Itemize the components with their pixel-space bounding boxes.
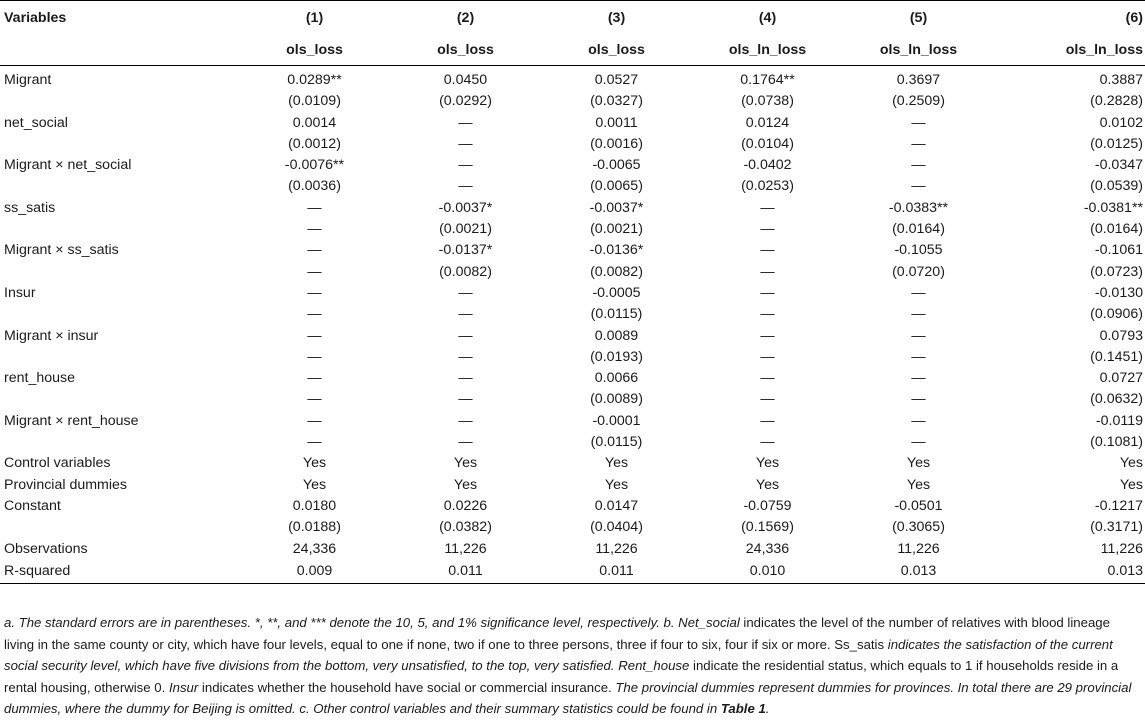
cell-col-6: 0.0727: [1099, 370, 1143, 387]
cell-col-6: (0.1451): [1090, 348, 1143, 365]
cell-col-5: (0.0720): [892, 263, 945, 280]
cell-col-6: 0.0793: [1099, 327, 1143, 344]
cell-col-2: (0.0292): [439, 93, 492, 110]
cell-col-1: 0.0180: [292, 497, 337, 514]
table-row: [0, 347, 1145, 368]
cell-col-6: (0.0723): [1090, 263, 1143, 280]
cell-col-2: —: [458, 114, 473, 131]
col-model-3: ols_loss: [541, 35, 692, 66]
row-label: ss_satis: [4, 199, 56, 216]
row-label: net_social: [4, 114, 68, 131]
cell-col-4: —: [760, 199, 775, 216]
cell-col-1: (0.0109): [288, 93, 341, 110]
cell-col-6: (0.0632): [1090, 391, 1143, 408]
cell-col-3: (0.0115): [590, 434, 643, 451]
col-number-6: (6): [994, 1, 1145, 36]
cell-col-5: —: [911, 306, 926, 323]
cell-col-2: —: [458, 348, 473, 365]
cell-col-5: —: [911, 114, 926, 131]
cell-col-3: 0.0527: [594, 72, 639, 88]
table-row: [0, 66, 1145, 92]
cell-col-4: —: [760, 327, 775, 344]
cell-col-1: -0.0076**: [284, 157, 345, 174]
row-label: Migrant × rent_house: [4, 412, 139, 429]
cell-col-4: —: [760, 370, 775, 387]
cell-col-5: 0.3697: [896, 72, 941, 88]
cell-col-6: (0.0906): [1090, 306, 1143, 323]
cell-col-5: 11,226: [897, 540, 940, 557]
cell-col-6: (0.0164): [1090, 221, 1143, 238]
cell-col-1: —: [307, 263, 322, 280]
cell-col-1: —: [307, 412, 322, 429]
cell-col-2: —: [458, 327, 473, 344]
col-number-4: (4): [692, 1, 843, 36]
cell-col-3: Yes: [604, 455, 629, 472]
cell-col-6: -0.1061: [1094, 242, 1143, 259]
cell-col-3: (0.0193): [590, 348, 643, 365]
table-body: [0, 66, 1145, 584]
cell-col-4: —: [760, 284, 775, 301]
cell-col-4: —: [760, 391, 775, 408]
cell-col-5: —: [911, 370, 926, 387]
table-row: [0, 368, 1145, 389]
table-row: [0, 219, 1145, 240]
cell-col-2: —: [458, 178, 473, 195]
cell-col-1: 0.0289**: [287, 72, 342, 88]
row-label: Observations: [4, 540, 88, 557]
row-label: Migrant × insur: [4, 327, 99, 344]
cell-col-1: 0.0014: [292, 114, 337, 131]
row-label: Migrant: [4, 72, 52, 88]
row-label: [0, 432, 239, 453]
cell-col-4: —: [760, 412, 775, 429]
cell-col-6: (0.0539): [1090, 178, 1143, 195]
cell-col-3: (0.0089): [590, 391, 643, 408]
cell-col-2: 0.0226: [443, 497, 488, 514]
cell-col-6: Yes: [1119, 455, 1143, 472]
cell-col-5: —: [911, 391, 926, 408]
cell-col-5: (0.2509): [892, 93, 945, 110]
row-label: [0, 517, 239, 538]
row-label: Control variables: [4, 455, 111, 472]
cell-col-1: —: [307, 434, 322, 451]
header-row-models: [0, 35, 1145, 66]
col-model-6: ols_ln_loss: [994, 35, 1145, 66]
table-row: [0, 560, 1145, 584]
table-row: [0, 176, 1145, 197]
cell-col-1: (0.0188): [288, 519, 341, 536]
cell-col-5: —: [911, 157, 926, 174]
cell-col-1: 24,336: [292, 540, 337, 557]
table-footnote: [4, 612, 1142, 720]
table-row: [0, 496, 1145, 517]
cell-col-5: -0.1055: [894, 242, 943, 259]
cell-col-6: (0.3171): [1090, 519, 1143, 536]
cell-col-2: —: [458, 412, 473, 429]
cell-col-6: (0.1081): [1090, 434, 1143, 451]
cell-col-3: 0.0147: [594, 497, 639, 514]
cell-col-4: -0.0759: [743, 497, 792, 514]
cell-col-6: 0.013: [994, 560, 1145, 584]
cell-col-4: 0.0124: [745, 114, 790, 131]
cell-col-2: —: [458, 284, 473, 301]
cell-col-1: —: [307, 370, 322, 387]
row-label: [0, 91, 239, 112]
cell-col-6: -0.0130: [1094, 284, 1143, 301]
cell-col-2: —: [458, 391, 473, 408]
footnote-table-reference: Table 1: [720, 701, 766, 717]
cell-col-4: (0.1569): [741, 519, 794, 536]
row-label: Migrant × ss_satis: [4, 242, 119, 259]
cell-col-4: 0.010: [692, 560, 843, 584]
cell-col-1: 0.009: [239, 560, 390, 584]
cell-col-4: —: [760, 221, 775, 238]
cell-col-2: 0.011: [390, 560, 541, 584]
table-row: [0, 155, 1145, 176]
footnote-end: .: [765, 701, 770, 717]
cell-col-1: —: [307, 348, 322, 365]
cell-col-3: (0.0404): [590, 519, 643, 536]
cell-col-5: (0.3065): [892, 519, 945, 536]
cell-col-6: (0.2828): [1090, 93, 1143, 110]
header-blank-cell: [0, 35, 239, 66]
table-row: [0, 475, 1145, 496]
cell-col-6: -0.0347: [1094, 157, 1143, 174]
col-number-1: (1): [239, 1, 390, 36]
cell-col-4: Yes: [755, 455, 780, 472]
cell-col-6: Yes: [1119, 476, 1143, 493]
row-label: [0, 219, 239, 240]
col-model-1: ols_loss: [239, 35, 390, 66]
cell-col-5: —: [911, 327, 926, 344]
table-row: [0, 262, 1145, 283]
row-label: R-squared: [0, 560, 239, 584]
cell-col-2: (0.0382): [439, 519, 492, 536]
cell-col-5: (0.0164): [892, 221, 945, 238]
footnote-part-3: indicates the satisfaction of the current social security level, which have five divisions from the bottom, very unsatisfied, to the top, very satisfied.: [4, 636, 1113, 674]
cell-col-1: Yes: [302, 455, 327, 472]
row-label: [0, 304, 239, 325]
cell-col-6: 0.0102: [1099, 114, 1143, 131]
table-row: [0, 283, 1145, 304]
cell-col-4: (0.0104): [741, 135, 794, 152]
cell-col-4: 24,336: [745, 540, 790, 557]
table-row: [0, 326, 1145, 347]
col-number-3: (3): [541, 1, 692, 36]
cell-col-5: —: [911, 412, 926, 429]
cell-col-1: (0.0036): [288, 178, 341, 195]
cell-col-4: (0.0738): [741, 93, 794, 110]
cell-col-2: -0.0037*: [438, 199, 493, 216]
cell-col-5: 0.013: [843, 560, 994, 584]
cell-col-2: 11,226: [444, 540, 487, 557]
footnote-part-1: a. The standard errors are in parentheses. *, **, and *** denote the 10, 5, and 1% significance level, respectively. b. Net_social: [4, 615, 740, 630]
table-row: [0, 517, 1145, 538]
table-row: [0, 304, 1145, 325]
cell-col-4: —: [760, 263, 775, 280]
cell-col-1: —: [307, 306, 322, 323]
row-label: [0, 262, 239, 283]
footnote-part-6: Insur: [165, 679, 199, 695]
cell-col-3: (0.0115): [590, 306, 643, 323]
footnote-part-4: Rent_house: [614, 658, 690, 674]
table-row: [0, 411, 1145, 432]
cell-col-5: Yes: [906, 476, 931, 493]
cell-col-4: —: [760, 306, 775, 323]
row-label: Migrant × net_social: [4, 157, 132, 174]
table-row: [0, 240, 1145, 261]
cell-col-6: -0.0119: [1095, 412, 1143, 429]
table-row: [0, 389, 1145, 410]
cell-col-2: (0.0021): [439, 221, 492, 238]
cell-col-3: (0.0021): [590, 221, 643, 238]
cell-col-5: -0.0501: [894, 497, 943, 514]
table-row: [0, 432, 1145, 453]
cell-col-2: Yes: [453, 476, 478, 493]
cell-col-3: Yes: [604, 476, 629, 493]
cell-col-2: —: [458, 306, 473, 323]
cell-col-6: (0.0125): [1090, 135, 1143, 152]
col-number-5: (5): [843, 1, 994, 36]
table-row: [0, 113, 1145, 134]
col-model-4: ols_ln_loss: [692, 35, 843, 66]
cell-col-3: 11,226: [595, 540, 638, 557]
cell-col-4: -0.0402: [743, 157, 792, 174]
cell-col-1: —: [307, 199, 322, 216]
cell-col-2: —: [458, 135, 473, 152]
cell-col-2: (0.0082): [439, 263, 492, 280]
cell-col-3: 0.0011: [595, 114, 638, 131]
row-label: Insur: [4, 284, 36, 301]
cell-col-6: 0.3887: [1099, 72, 1143, 88]
footnote-part-2: indicates the level of the number of relatives with blood lineage living in the same county or city, which have four levels, equal to one if none, two if one to three persons, three if four to six, four if six or more. Ss_satis: [4, 615, 1110, 652]
cell-col-4: —: [760, 348, 775, 365]
cell-col-2: Yes: [453, 455, 478, 472]
row-label: [0, 176, 239, 197]
cell-col-4: 0.1764**: [740, 72, 795, 88]
variables-header: Variables: [0, 1, 239, 36]
cell-col-3: -0.0001: [592, 412, 641, 429]
row-label: [0, 134, 239, 155]
cell-col-4: Yes: [755, 476, 780, 493]
cell-col-3: -0.0005: [592, 284, 641, 301]
cell-col-5: -0.0383**: [888, 199, 949, 216]
cell-col-6: -0.1217: [1094, 497, 1143, 514]
cell-col-5: —: [911, 434, 926, 451]
cell-col-2: 0.0450: [443, 72, 488, 88]
cell-col-4: (0.0253): [741, 178, 794, 195]
row-label: [0, 347, 239, 368]
cell-col-5: —: [911, 178, 926, 195]
cell-col-6: -0.0381**: [1083, 199, 1143, 216]
cell-col-3: (0.0065): [590, 178, 643, 195]
cell-col-3: (0.0327): [590, 93, 643, 110]
cell-col-3: -0.0136*: [589, 242, 644, 259]
cell-col-2: —: [458, 434, 473, 451]
row-label: Provincial dummies: [4, 476, 127, 493]
cell-col-3: -0.0065: [592, 157, 641, 174]
row-label: rent_house: [4, 370, 75, 387]
table-row: [0, 198, 1145, 219]
cell-col-4: —: [760, 242, 775, 259]
cell-col-1: —: [307, 284, 322, 301]
cell-col-1: —: [307, 327, 322, 344]
col-model-2: ols_loss: [390, 35, 541, 66]
cell-col-2: —: [458, 157, 473, 174]
table-row: [0, 453, 1145, 474]
cell-col-3: (0.0082): [590, 263, 643, 280]
footnote-part-5: indicate the residential status, which equals to 1 if households reside in a rental housing, otherwise 0.: [4, 658, 1119, 695]
cell-col-1: Yes: [302, 476, 327, 493]
footnote-part-8: The provincial dummies represent dummies for provinces. In total there are 29 provincial dummies, where the dummy for Beijing is omitted. c. Other control variables and their summary statistics could be found in: [4, 679, 1132, 717]
table-row: [0, 539, 1145, 560]
header-row-numbers: [0, 1, 1145, 36]
cell-col-3: (0.0016): [590, 135, 643, 152]
footnote-part-7: indicates whether the household have social or commercial insurance.: [198, 679, 612, 695]
table-row: [0, 134, 1145, 155]
col-number-2: (2): [390, 1, 541, 36]
cell-col-2: —: [458, 370, 473, 387]
cell-col-3: -0.0037*: [589, 199, 644, 216]
cell-col-1: (0.0012): [288, 135, 341, 152]
cell-col-1: —: [307, 242, 322, 259]
cell-col-5: —: [911, 135, 926, 152]
cell-col-4: —: [760, 434, 775, 451]
cell-col-3: 0.0066: [594, 370, 639, 387]
cell-col-1: —: [307, 391, 322, 408]
cell-col-3: 0.0089: [594, 327, 639, 344]
table-row: [0, 91, 1145, 112]
cell-col-2: -0.0137*: [438, 242, 493, 259]
cell-col-1: —: [307, 221, 322, 238]
row-label: [0, 389, 239, 410]
cell-col-5: Yes: [906, 455, 931, 472]
row-label: Constant: [4, 497, 61, 514]
cell-col-3: 0.011: [541, 560, 692, 584]
col-model-5: ols_ln_loss: [843, 35, 994, 66]
cell-col-5: —: [911, 284, 926, 301]
cell-col-5: —: [911, 348, 926, 365]
cell-col-6: 11,226: [1100, 540, 1143, 557]
